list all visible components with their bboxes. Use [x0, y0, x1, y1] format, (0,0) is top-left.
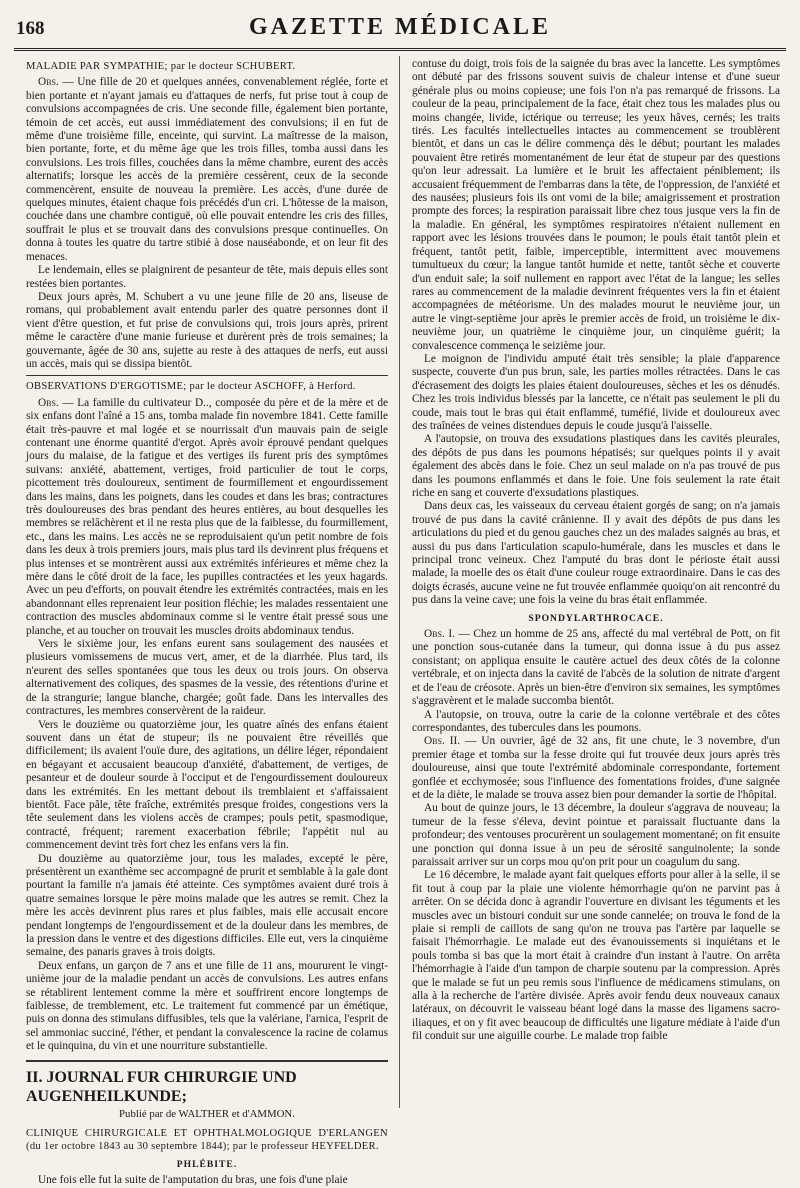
journal-subtitle: Publié par de WALTHER et d'AMMON. [119, 1107, 295, 1120]
paragraph: Du douzième au quatorzième jour, tous les malades, excepté le père, présentèrent un exanthème sec accompagné de prurit et semblable à la gale dont pourtant la famille n'a jamais été atteinte. Ces symptômes avaient duré trois à quatre semaines lorsque le père moins malade que les autres se remit. Chez la mère les accès devinrent plus rares et plus faibles, mais elle accusait encore pendant longtemps de l'engourdissement et de la douleur dans les membres, de la pression dans le ventre et des digestions difficiles. Elle eut, vers la cinquième semaine, des panaris graves à trois doigts. [26, 852, 388, 959]
journal-title: II. JOURNAL FUR CHIRURGIE UND AUGENHEILKUNDE; [26, 1068, 297, 1105]
paragraph: Une fois elle fut la suite de l'amputation du bras, une fois d'une plaie [38, 1174, 348, 1187]
subsection-phlebite: PHLÉBITE. [176, 1158, 238, 1170]
section-heading-ergotisme: OBSERVATIONS D'ERGOTISME; par le docteur ASCHOFF, à Herford. [26, 381, 356, 393]
page-title: GAZETTE MÉDICALE [248, 14, 552, 40]
paragraph: Au bout de quinze jours, le 13 décembre, la douleur s'aggrava de nouveau; la tumeur de la fesse s'éleva, devint pointue et paraissait fluctuante dans la profondeur; des ventouses procurèrent un soulagement momentané; on fit ensuite une ponction qui donna issue à un peu de sérosité sanguinolente; la sonde paraissait arriver sur un corps mou qu'on prit pour un coagulum du sang. [412, 802, 780, 868]
paragraph: Obs. I. — Chez un homme de 25 ans, affecté du mal vertébral de Pott, on fit une ponction sous-cutanée dans la tumeur, qui donna issue à du pus assez consistant; on appliqua ensuite le cautère actuel des deux côtés de la colonne vertébrale, et on injecta dans la cavité de l'abcès de la solution de nitrate d'argent et de l'eau de créosote. Après un bien-être d'environ six semaines, les symptômes s'aggravèrent et le malade succomba bientôt. [412, 628, 780, 708]
section-heading-sympathie: MALADIE PAR SYMPATHIE; par le docteur SCHUBERT. [26, 61, 296, 72]
page-number: 168 [16, 18, 45, 39]
paragraph: Deux enfans, un garçon de 7 ans et une fille de 11 ans, moururent le vingt-unième jour de la maladie pendant un accès de convulsions. Les autres enfans se rétablirent lentement comme la mère et souffrirent encore longtemps de faiblesse, de tremblement, etc. Le traitement fut commencé par un émétique, puis on donna des stimulans diffusibles, tels que la valériane, l'arnica, l'esprit de sel ammoniac succiné, l'éther, et pendant la convalescence la racine de colamus et le quinquina, du vin et une nourriture substantielle. [26, 959, 388, 1053]
paragraph: Le lendemain, elles se plaignirent de pesanteur de tête, mais depuis elles sont restées bien portantes. [26, 264, 388, 290]
paragraph: Obs. — La famille du cultivateur D.., composée du père et de la mère et de six enfans dont l'aîné a 15 ans, tomba malade fin novembre 1841. Cette famille était très-pauvre et mal logée et se nourrissait d'un mauvais pain de seigle contenant une énorme quantité d'ergot. Après avoir éprouvé pendant quelques jours du malaise, de la fatigue et des vertiges ils furent pris des symptômes suivans: anxiété, abattement, vertiges, froid particulier de tout le corps, picottement très douloureux, sentiment de fourmillement et engourdissement dans les mains, dans les poignets, dans les coudes et dans les bras; contractures très douloureuses des bras pendant des heures entières, au bout desquelles les membres se relâchèrent et il ne resta plus que de la faiblesse, du fourmillement, etc., dans les mains. Les accès ne se reproduisaient qu'un petit nombre de fois dans les deux à trois premiers jours, mais plus tard ils devinrent plus fréquens et plus intenses et se montrèrent aussi aux extrémités inférieures et même chez la mère dans le côté droit de la face, les pupilles contractées et les yeux hagards. Avec un peu d'efforts, on pouvait étendre les extrémités contractées, mais en les abandonnant elles reprenaient leur position fléchie; les malades ressentaient une contraction des muscles abdominaux comme si le ventre était pressé sous une planche, et au toucher on trouvait les muscles droits abdominaux tendus. [26, 396, 388, 637]
paragraph: Obs. — Une fille de 20 et quelques années, convenablement réglée, forte et bien portante et n'ayant jamais eu d'attaques de nerfs, fut prise tout à coup de convulsions accompagnées de cris. Une seconde fille, également bien portante, témoin de cet accès, eut aussi immédiatement des convulsions; il en fut de même d'une troisième fille, enceinte, qui survint. La maîtresse de la maison, bien portante, forte, et du même âge que les trois filles, tomba aussi dans les convulsions. Les trois filles, couchées dans la même chambre, eurent des accès alternatifs; lorsque les accès de la première cessèrent, ceux de la seconde commencèrent, ensuite de nouveau la première. Les accès, d'une durée de quelques minutes, étaient chaque fois précédés d'un cri. L'hôtesse de la maison, couchée dans une chambre contiguë, où elle pouvait entendre les cris des filles, souffrait le plus et se trouvait dans des convulsions presque continuelles. On donna à toutes les quatre du tartre stibié à dose nauséabonde, et on leur fit des menaces. [26, 76, 389, 263]
paragraph: Deux jours après, M. Schubert a vu une jeune fille de 20 ans, liseuse de romans, qui probablement avait entendu parler des quatre personnes dont il vient d'être question, et fut prise de convulsions qui, trois jours après, prirent même le caractère d'une manie furieuse et durèrent près de trois semaines; la gouvernante, âgée de 30 ans, sujette au reste à des attaques de nerfs, eut aussi un accès, mais qui se dissipa bientôt. [26, 290, 388, 370]
paragraph: contuse du doigt, trois fois de la saignée du bras avec la lancette. Les symptômes ont débuté par des frissons souvent suivis de chaleur intense et d'une sueur générale plus ou moins copieuse; une fois l'on n'a pas remarqué de frissons. La couleur de la peau, principalement de la face, était chez tous les malades plus ou moins changée, livide, ictérique ou terreuse; les yeux hâves, cernés; les traits tirés. Les facultés intellectuelles intactes au commencement se troublèrent bientôt, et dans un cas le délire commença dès le début; pourtant les malades pouvaient être retirés momentanément de leur état de stupeur par des questions qu'on leur adressait. La lumière et le bruit les affectaient péniblement; ils accusaient fréquemment de l'embarras dans la tête, de l'oppression, de l'anxiété et des nausées; plusieurs fois ils ont vomi de la bile; amaigrissement et prostration prompte des forces; la respiration paraissait libre chez tous jusque vers la fin de la maladie. En général, les symptômes respiratoires n'étaient nullement en rapport avec les lésions trouvées dans le poumon; le pouls était tantôt plein et fréquent, tantôt petit, faible, imperceptible, intermittent avec mouvemens tumultueux du cœur; la langue tantôt humide et nette, tantôt sèche et couverte d'un enduit sale; la soif nullement en rapport avec l'état de la langue; les selles rares au commencement de la maladie devinrent fréquentes vers la fin et étaient accompagnées de météorisme. Un des malades mourut le neuvième jour, un autre le vingt-septième jour après le premier accès de froid, un troisième le dix-neuvième jour, un quatrième le cinquième jour, un cinquième guérit; la convalescence commença le seizième jour. [412, 58, 780, 352]
paragraph: Dans deux cas, les vaisseaux du cerveau étaient gorgés de sang; on n'a jamais trouvé de pus dans la cavité crânienne. Il y avait des dépôts de pus dans les articulations du pied et du genou gauches chez un des malades saignés au bras, et aussi du pus dans l'articulation scapulo-humérale, dans les muscles et dans le principal tronc veineux. Chez l'amputé du bras dont le périoste était aussi malade, la moelle des os était d'une couleur rouge extraordinaire. Dans le cas des doigts écrasés, aucune veine ne fut trouvée enflammée quoiqu'on ait rencontré du pus dans la veine cave; une fois la veine du bras était enflammée. [412, 500, 780, 607]
paragraph: A l'autopsie, on trouva, outre la carie de la colonne vertébrale et des côtes correspondantes, des tubercules dans les poumons. [412, 708, 780, 734]
separator [26, 1060, 388, 1062]
paragraph: Le moignon de l'individu amputé était très sensible; la plaie d'apparence suspecte, couverte d'un pus brun, sale, les parties molles rétractées. Dans le cas d'écrasement des doigts les plaies étaient douloureuses, sèches et les os dénudés. Chez les trois individus blessés par la lancette, ce n'était pas seulement le pli du coude, mais tout le bras qui était enflammé, tuméfié, livide et douloureux avec des traînées de veines distendues depuis le coude jusqu'à l'aisselle. [412, 352, 780, 432]
paragraph: Obs. II. — Un ouvrier, âgé de 32 ans, fit une chute, le 3 novembre, d'un premier étage et tomba sur la fesse droite qui fut trouvée deux jours après très douloureuse, ainsi que toute l'extrémité abdominale correspondante, fortement gonflée et ecchymosée; sous l'influence des fomentations froides, d'une saignée et de la diète, le malade se trouva assez bien pour demander la sortie de l'hôpital. [412, 735, 781, 801]
left-column [26, 58, 389, 1187]
separator [26, 375, 388, 376]
clinic-heading: CLINIQUE CHIRURGICALE ET OPHTHALMOLOGIQUE D'ERLANGEN (du 1er octobre 1843 au 30 septembre 1844); par le professeur HEYFELDER. [26, 1128, 388, 1153]
paragraph: Le 16 décembre, le malade ayant fait quelques efforts pour aller à la selle, il se fit tout à coup par la plaie une violente hémorrhagie qu'on ne parvint pas à arrêter. On se décida donc à agrandir l'ouverture en divisant les téguments et les muscles avec un bistouri conduit sur une sonde cannelée; on trouva le fond de la plaie si rempli de caillots de sang qu'on ne trouva pas l'artère par laquelle se faisait l'hémorrhagie. Le malade eut des évanouissements si inquiétans et le pouls tomba si bas que la mort était à craindre d'un instant à l'autre. On arrêta l'hémorrhagie à l'aide d'un tampon de charpie soutenu par la compression. Après que le malade se fut un peu remis sous l'influence de médicamens stimulans, on alla à la recherche de l'artère divisée. Après avoir fendu deux nouveaux canaux latéraux, on découvrit le vaisseau béant logé dans la masse des ligamens sacro-iliaques, et on y fit avec beaucoup de difficultés une ligature médiate à l'aide d'un fil conduit sur une aiguille courbe. Le malade trop faible [412, 869, 780, 1043]
paragraph: Vers le douzième ou quatorzième jour, les quatre aînés des enfans étaient souvent dans un état de stupeur; ils ne pouvaient être réveillés que difficilement; ils avaient l'ouïe dure, des agitations, un délire léger, répondaient en bégayant et accusaient beaucoup d'anxiété, d'abattement, de vertiges, de pesanteur et de douleur sourde à l'occiput et de l'engourdissement douloureux dans les extrémités. En les mettant debout ils tremblaient et s'affaissaient bientôt. Face pâle, tête fraîche, extrémités presque froides, congestions vers la tête seulement dans les violens accès de crampes; pouls petit, spasmodique, contracté, fréquent; rarement exacerbation fébrile; l'appétit nul au commencement devint très fort chez les enfans vers la fin. [26, 718, 388, 852]
column-divider [399, 56, 400, 1108]
page-header [14, 14, 786, 51]
subsection-spondylarthrocace: SPONDYLARTHROCACE. [528, 612, 664, 624]
paragraph: Vers le sixième jour, les enfans eurent sans soulagement des nausées et plusieurs vomissemens de mucus vert, amer, et de la diarrhée. Plus tard, ils n'eurent des selles spontanées que tous les deux ou trois jours. On observa alternativement des coliques, des spasmes de la vessie, des rétentions d'urine et de la strangurie; langue blanche, chargée; goût fade. Dans les intervalles des contractures, les membres conservèrent de la raideur. [26, 638, 388, 718]
right-column [412, 58, 780, 1108]
paragraph: A l'autopsie, on trouva des exsudations plastiques dans les cavités pleurales, des dépôts de pus dans les poumons hépatisés; sur quelques points il y avait également des abcès dans le foie. Chez un seul malade on n'a pas trouvé de pus dans les poumons enflammés et dans le foie. Une fois seulement la rate était riche en sang et couverte d'exsudations plastiques. [412, 433, 780, 499]
